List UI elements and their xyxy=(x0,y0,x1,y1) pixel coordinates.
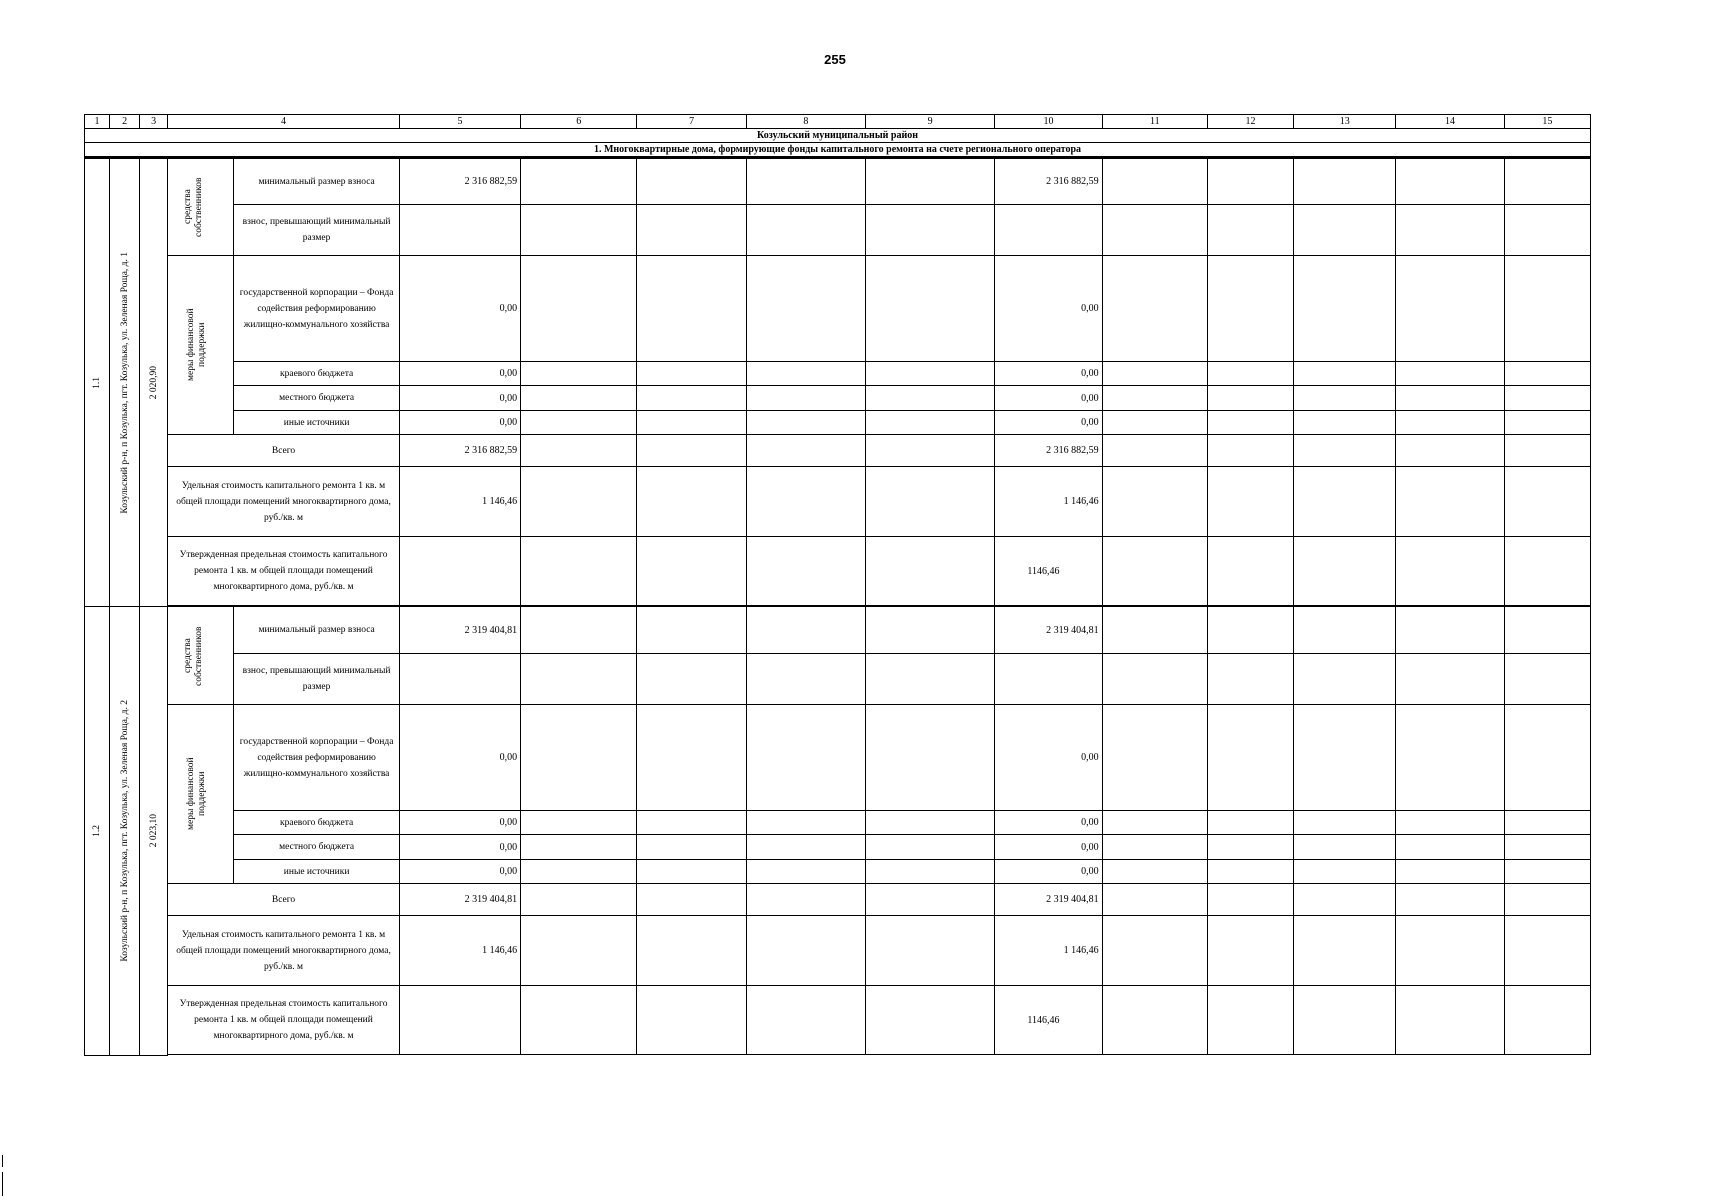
col-num: 1 xyxy=(85,115,110,129)
section-title: 1. Многоквартирные дома, формирующие фонды капитального ремонта на счете регионального оператора xyxy=(85,143,1591,158)
table-row xyxy=(85,362,1591,386)
table-row xyxy=(85,884,1591,916)
col-num: 10 xyxy=(995,115,1102,129)
col-num: 4 xyxy=(168,115,400,129)
table-row xyxy=(85,860,1591,884)
capital-repair-table xyxy=(84,114,1591,1056)
cell-value: 1146,46 xyxy=(995,986,1102,1055)
cell-value: 1146,46 xyxy=(995,537,1102,606)
col-num: 2 xyxy=(110,115,140,129)
col-num: 11 xyxy=(1102,115,1207,129)
cell-value: 0,00 xyxy=(399,362,520,386)
group-support-measures: меры финансовой поддержки xyxy=(185,308,207,382)
cell-value: 0,00 xyxy=(995,362,1102,386)
cell-value: 1 146,46 xyxy=(995,467,1102,537)
label-min-contribution: минимальный размер взноса xyxy=(234,158,399,205)
table-row xyxy=(85,158,1591,205)
label-total: Всего xyxy=(168,884,400,916)
cell-value: 0,00 xyxy=(399,835,520,860)
cell-value: 2 319 404,81 xyxy=(399,607,520,654)
row-area: 2 020,90 xyxy=(148,365,159,400)
cell-value: 1 146,46 xyxy=(399,916,520,986)
group-support-measures: меры финансовой поддержки xyxy=(185,757,207,831)
table-row xyxy=(85,705,1591,811)
cell-value: 0,00 xyxy=(995,256,1102,362)
table-row xyxy=(85,607,1591,654)
col-num: 6 xyxy=(521,115,637,129)
group-owners-funds: средства собственников xyxy=(182,177,204,237)
col-num: 7 xyxy=(637,115,746,129)
label-over-min: взнос, превышающий минимальный размер xyxy=(234,205,399,256)
cell-value: 0,00 xyxy=(995,705,1102,811)
cell-value: 0,00 xyxy=(995,860,1102,884)
column-number-row xyxy=(85,115,1591,129)
table-row xyxy=(85,654,1591,705)
col-num: 3 xyxy=(140,115,168,129)
label-over-min: взнос, превышающий минимальный размер xyxy=(234,654,399,705)
label-other-sources: иные источники xyxy=(234,860,399,884)
table-row xyxy=(85,835,1591,860)
cell-value: 0,00 xyxy=(399,705,520,811)
district-title: Козульский муниципальный район xyxy=(85,129,1591,143)
col-num: 9 xyxy=(866,115,995,129)
cell-value: 0,00 xyxy=(399,386,520,411)
group-owners-funds: средства собственников xyxy=(182,625,204,686)
cell-value: 0,00 xyxy=(995,835,1102,860)
cell-value: 1 146,46 xyxy=(399,467,520,537)
label-approved-cost: Утвержденная предельная стоимость капитального ремонта 1 кв. м общей площади помещений многоквартирного дома, руб./кв. м xyxy=(168,986,400,1055)
table-row xyxy=(85,411,1591,435)
row-area: 2 023,10 xyxy=(148,814,159,848)
label-local-budget: местного бюджета xyxy=(234,386,399,411)
cell-value: 2 316 882,59 xyxy=(995,435,1102,467)
col-num: 8 xyxy=(746,115,865,129)
cell-value: 0,00 xyxy=(995,411,1102,435)
cell-value: 0,00 xyxy=(995,386,1102,411)
cell-value: 1 146,46 xyxy=(995,916,1102,986)
cell-value: 2 319 404,81 xyxy=(399,884,520,916)
label-unit-cost: Удельная стоимость капитального ремонта 1 кв. м общей площади помещений многоквартирного дома, руб./кв. м xyxy=(168,467,400,537)
cell-value: 2 319 404,81 xyxy=(995,884,1102,916)
cell-value: 0,00 xyxy=(995,811,1102,835)
table-row xyxy=(85,467,1591,537)
table-row xyxy=(85,537,1591,606)
scan-margin-mark xyxy=(2,1155,3,1167)
label-min-contribution: минимальный размер взноса xyxy=(234,607,399,654)
label-other-sources: иные источники xyxy=(234,411,399,435)
label-regional-budget: краевого бюджета xyxy=(234,811,399,835)
row-number: 1.2 xyxy=(92,824,103,837)
table-row xyxy=(85,986,1591,1055)
table-row xyxy=(85,256,1591,362)
col-num: 13 xyxy=(1294,115,1396,129)
cell-value: 2 319 404,81 xyxy=(995,607,1102,654)
label-regional-budget: краевого бюджета xyxy=(234,362,399,386)
label-state-corp: государственной корпорации – Фонда содействия реформированию жилищно-коммунального хозяйства xyxy=(234,256,399,362)
label-unit-cost: Удельная стоимость капитального ремонта 1 кв. м общей площади помещений многоквартирного дома, руб./кв. м xyxy=(168,916,400,986)
col-num: 5 xyxy=(399,115,520,129)
col-num: 15 xyxy=(1504,115,1590,129)
cell-value: 0,00 xyxy=(399,256,520,362)
row-address: Козульский р-н, п Козулька, пгт. Козулька, ул. Зеленая Роща, д. 2 xyxy=(119,699,130,962)
table-row xyxy=(85,435,1591,467)
table-row xyxy=(85,205,1591,256)
label-state-corp: государственной корпорации – Фонда содействия реформированию жилищно-коммунального хозяйства xyxy=(234,705,399,811)
label-approved-cost: Утвержденная предельная стоимость капитального ремонта 1 кв. м общей площади помещений многоквартирного дома, руб./кв. м xyxy=(168,537,400,606)
page-number: 255 xyxy=(824,52,846,67)
label-local-budget: местного бюджета xyxy=(234,835,399,860)
cell-value: 2 316 882,59 xyxy=(995,158,1102,205)
cell-value: 2 316 882,59 xyxy=(399,158,520,205)
col-num: 12 xyxy=(1207,115,1293,129)
cell-value: 2 316 882,59 xyxy=(399,435,520,467)
scan-margin-mark xyxy=(2,1172,3,1196)
table-row xyxy=(85,386,1591,411)
label-total: Всего xyxy=(168,435,400,467)
row-address: Козульский р-н, п Козулька, пгт. Козулька, ул. Зеленая Роща, д. 1 xyxy=(119,251,130,514)
col-num: 14 xyxy=(1396,115,1504,129)
table-row xyxy=(85,811,1591,835)
cell-value: 0,00 xyxy=(399,811,520,835)
cell-value: 0,00 xyxy=(399,411,520,435)
table-row xyxy=(85,916,1591,986)
cell-value: 0,00 xyxy=(399,860,520,884)
row-number: 1.1 xyxy=(92,376,103,389)
